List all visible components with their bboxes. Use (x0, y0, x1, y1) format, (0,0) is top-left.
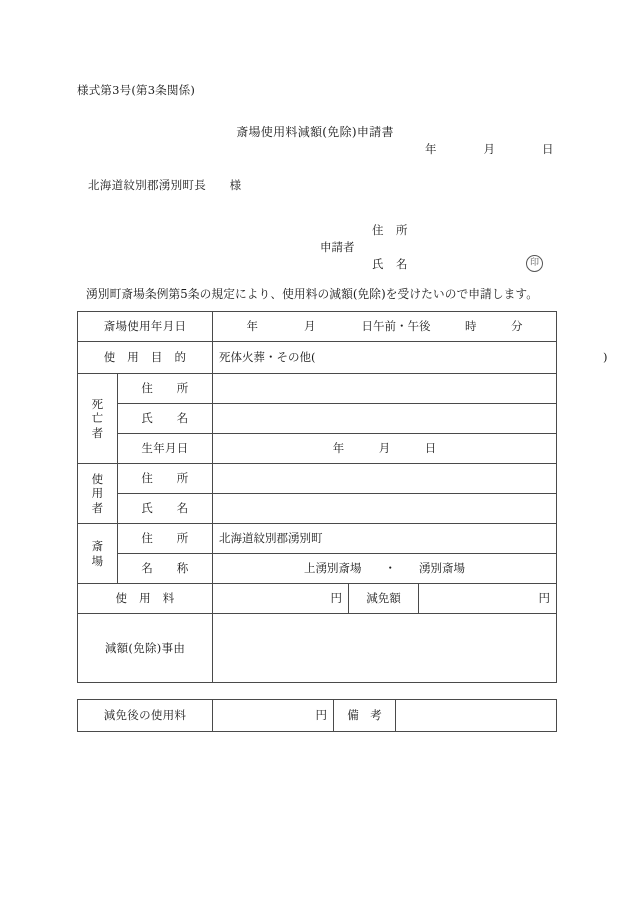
applicant-address-label: 住 所 (372, 223, 408, 237)
user-name-value[interactable] (213, 494, 557, 524)
table-row-crematorium-name (78, 554, 557, 584)
user-char-2: 用 (91, 486, 104, 501)
user-char-1: 使 (91, 471, 104, 486)
table-row-reason (78, 614, 557, 683)
reduction-amount-value[interactable] (419, 584, 557, 614)
applicant-label: 申請者 (320, 240, 355, 254)
net-fee-table (77, 699, 557, 732)
table-row-crematorium-address (78, 524, 557, 554)
applicant-block (320, 222, 560, 274)
crematorium-char-1: 斎 (91, 539, 104, 554)
table-row-user-name (78, 494, 557, 524)
form-number: 様式第3号(第3条関係) (77, 83, 196, 97)
purpose-label: 使 用 目 的 (78, 342, 213, 374)
purpose-value[interactable]: 死体火葬・その他( ) (213, 342, 557, 374)
applicant-name-label: 氏 名 (372, 257, 408, 271)
reason-value[interactable] (213, 614, 557, 683)
crematorium-name-label: 名 称 (118, 554, 213, 584)
reason-label: 減額(免除)事由 (78, 614, 213, 683)
remarks-label: 備 考 (334, 700, 396, 732)
crematorium-group-label (78, 524, 118, 584)
deceased-group-label (78, 374, 118, 464)
header-date-line: 年 月 日 (425, 142, 554, 156)
table-row-purpose (78, 342, 557, 374)
use-date-label: 斎場使用年月日 (78, 312, 213, 342)
reduction-unit: 円 (538, 591, 551, 606)
crematorium-address-value: 北海道紋別郡湧別町 (213, 524, 557, 554)
table-row-deceased-birthdate (78, 434, 557, 464)
body-statement: 湧別町斎場条例第5条の規定により、使用料の減額(免除)を受けたいので申請します。 (86, 287, 539, 301)
crematorium-address-label: 住 所 (118, 524, 213, 554)
deceased-name-label: 氏 名 (118, 404, 213, 434)
application-main-table (77, 311, 608, 683)
net-fee-amount-value[interactable] (213, 700, 334, 732)
crematorium-char-2: 場 (91, 553, 104, 568)
use-date-value[interactable]: 年 月 日午前・午後 時 分 (213, 312, 557, 342)
user-name-label: 氏 名 (118, 494, 213, 524)
table-row-fee (78, 584, 557, 614)
page-title: 斎場使用料減額(免除)申請書 (236, 125, 394, 139)
user-group-label (78, 464, 118, 524)
table-row-use-date (78, 312, 557, 342)
deceased-address-label: 住 所 (118, 374, 213, 404)
deceased-char-1: 死 (91, 396, 104, 411)
deceased-char-3: 者 (91, 425, 104, 440)
seal-stamp-icon: 印 (526, 255, 543, 272)
fee-unit: 円 (330, 591, 343, 606)
deceased-birthdate-value[interactable]: 年 月 日 (213, 434, 557, 464)
deceased-birthdate-label: 生年月日 (118, 434, 213, 464)
fee-label: 使 用 料 (78, 584, 213, 614)
net-fee-label: 減免後の使用料 (78, 700, 213, 732)
deceased-name-value[interactable] (213, 404, 557, 434)
table-row-deceased-name (78, 404, 557, 434)
user-address-label: 住 所 (118, 464, 213, 494)
deceased-char-2: 亡 (91, 411, 104, 426)
user-char-3: 者 (91, 500, 104, 515)
table-row-deceased-address (78, 374, 557, 404)
table-row-user-address (78, 464, 557, 494)
user-address-value[interactable] (213, 464, 557, 494)
reduction-label: 減免額 (349, 584, 419, 614)
fee-amount-value[interactable] (213, 584, 349, 614)
net-fee-unit: 円 (315, 708, 327, 723)
deceased-address-value[interactable] (213, 374, 557, 404)
addressee: 北海道紋別郡湧別町長 様 (88, 178, 242, 192)
table-row-net-fee (78, 700, 557, 732)
remarks-value[interactable] (396, 700, 557, 732)
crematorium-name-value[interactable]: 上湧別斎場 ・ 湧別斎場 (213, 554, 557, 584)
